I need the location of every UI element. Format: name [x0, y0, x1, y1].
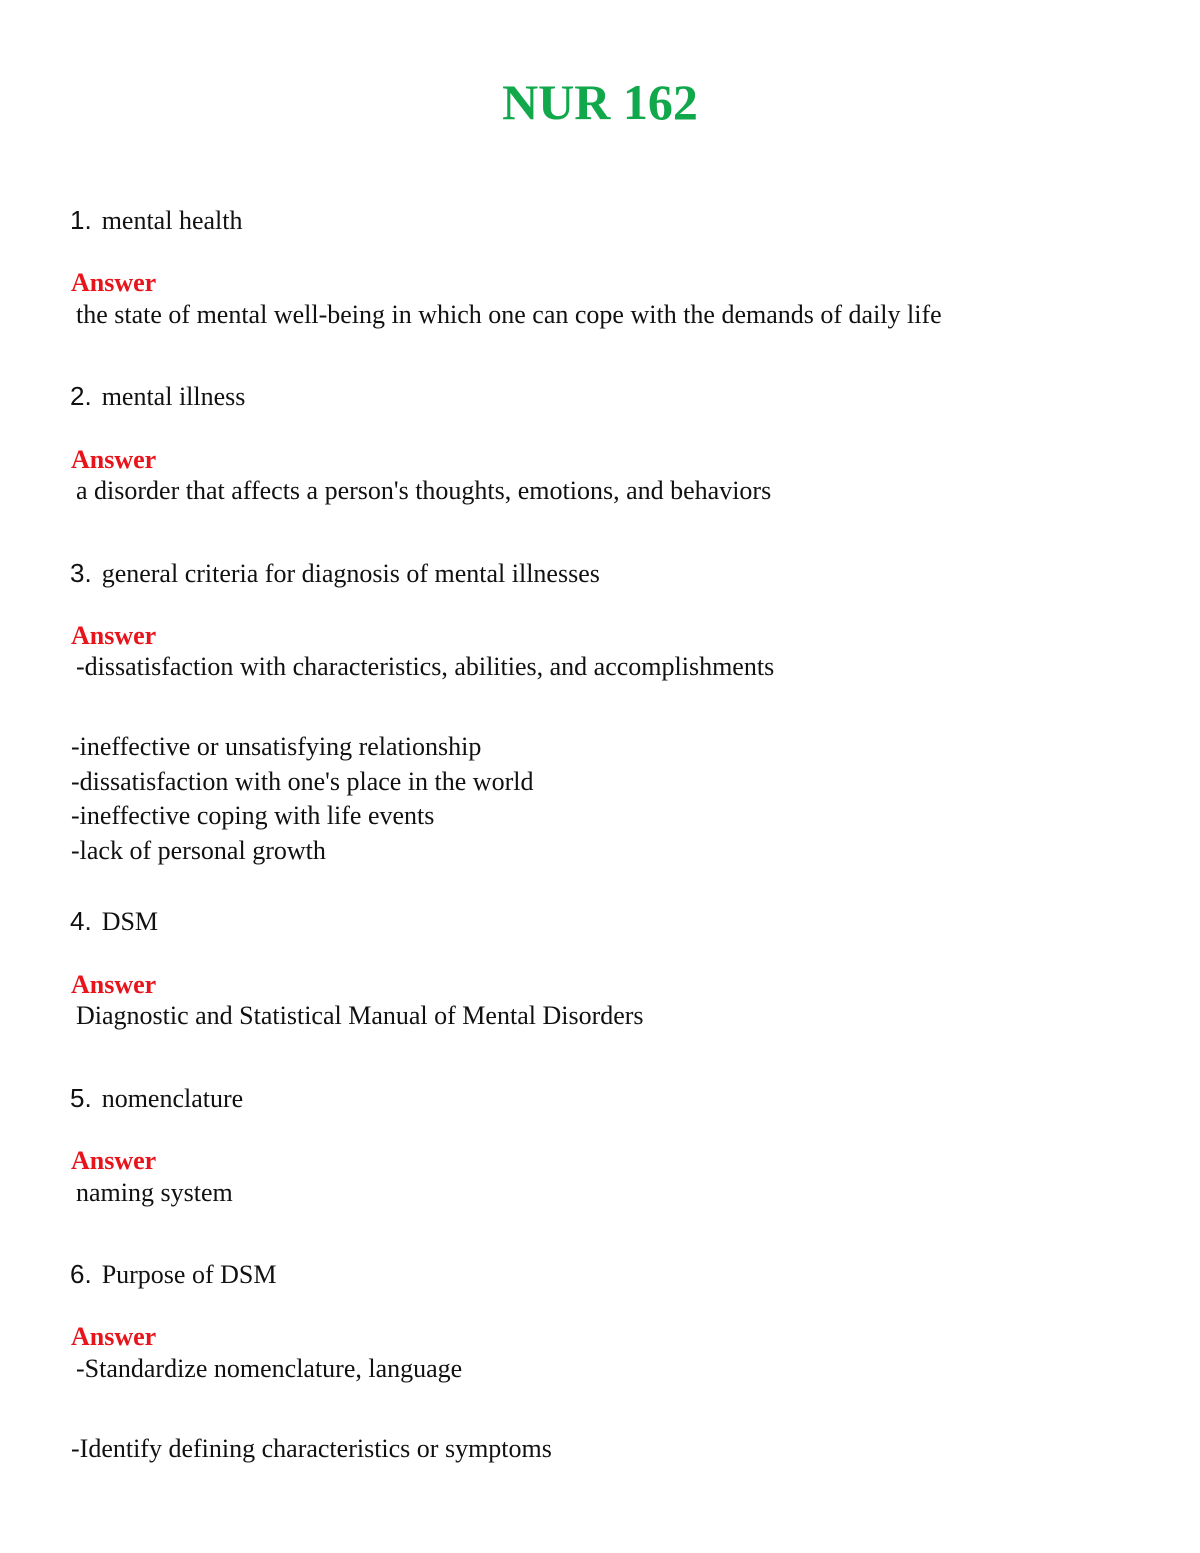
- question-text: mental illness: [101, 382, 246, 411]
- answer-label: Answer: [71, 445, 157, 474]
- page-title: NUR 162: [502, 74, 698, 130]
- answer-text: naming system: [76, 1178, 233, 1207]
- answer-line: -lack of personal growth: [71, 836, 326, 865]
- question-4: [70, 904, 158, 939]
- answer-text: -Standardize nomenclature, language: [76, 1354, 463, 1383]
- question-text: nomenclature: [101, 1084, 244, 1113]
- answer-line: -Identify defining characteristics or symptoms: [71, 1434, 552, 1463]
- answer-text: -dissatisfaction with characteristics, abilities, and accomplishments: [76, 652, 775, 681]
- question-number: 1.: [70, 205, 92, 235]
- answer-label: Answer: [71, 268, 157, 297]
- answer-label: Answer: [71, 1322, 157, 1351]
- question-5: [70, 1081, 243, 1116]
- question-number: 6.: [70, 1259, 92, 1289]
- question-text: Purpose of DSM: [101, 1260, 277, 1289]
- question-number: 2.: [70, 381, 92, 411]
- question-number: 3.: [70, 558, 92, 588]
- answer-label: Answer: [71, 1146, 157, 1175]
- question-text: general criteria for diagnosis of mental illnesses: [101, 559, 600, 588]
- question-1: [70, 203, 242, 238]
- question-number: 5.: [70, 1083, 92, 1113]
- answer-text: the state of mental well-being in which one can cope with the demands of daily life: [76, 300, 942, 329]
- question-text: mental health: [101, 206, 243, 235]
- question-3: [70, 556, 600, 591]
- answer-text: a disorder that affects a person's thoughts, emotions, and behaviors: [76, 476, 772, 505]
- answer-label: Answer: [71, 621, 157, 650]
- answer-line: -ineffective coping with life events: [71, 801, 435, 830]
- question-2: [70, 379, 245, 414]
- answer-text: Diagnostic and Statistical Manual of Mental Disorders: [76, 1001, 644, 1030]
- answer-line: -dissatisfaction with one's place in the world: [71, 767, 534, 796]
- question-text: DSM: [101, 907, 159, 936]
- question-6: [70, 1257, 276, 1292]
- answer-line: -ineffective or unsatisfying relationship: [71, 732, 482, 761]
- question-number: 4.: [70, 906, 92, 936]
- answer-label: Answer: [71, 970, 157, 999]
